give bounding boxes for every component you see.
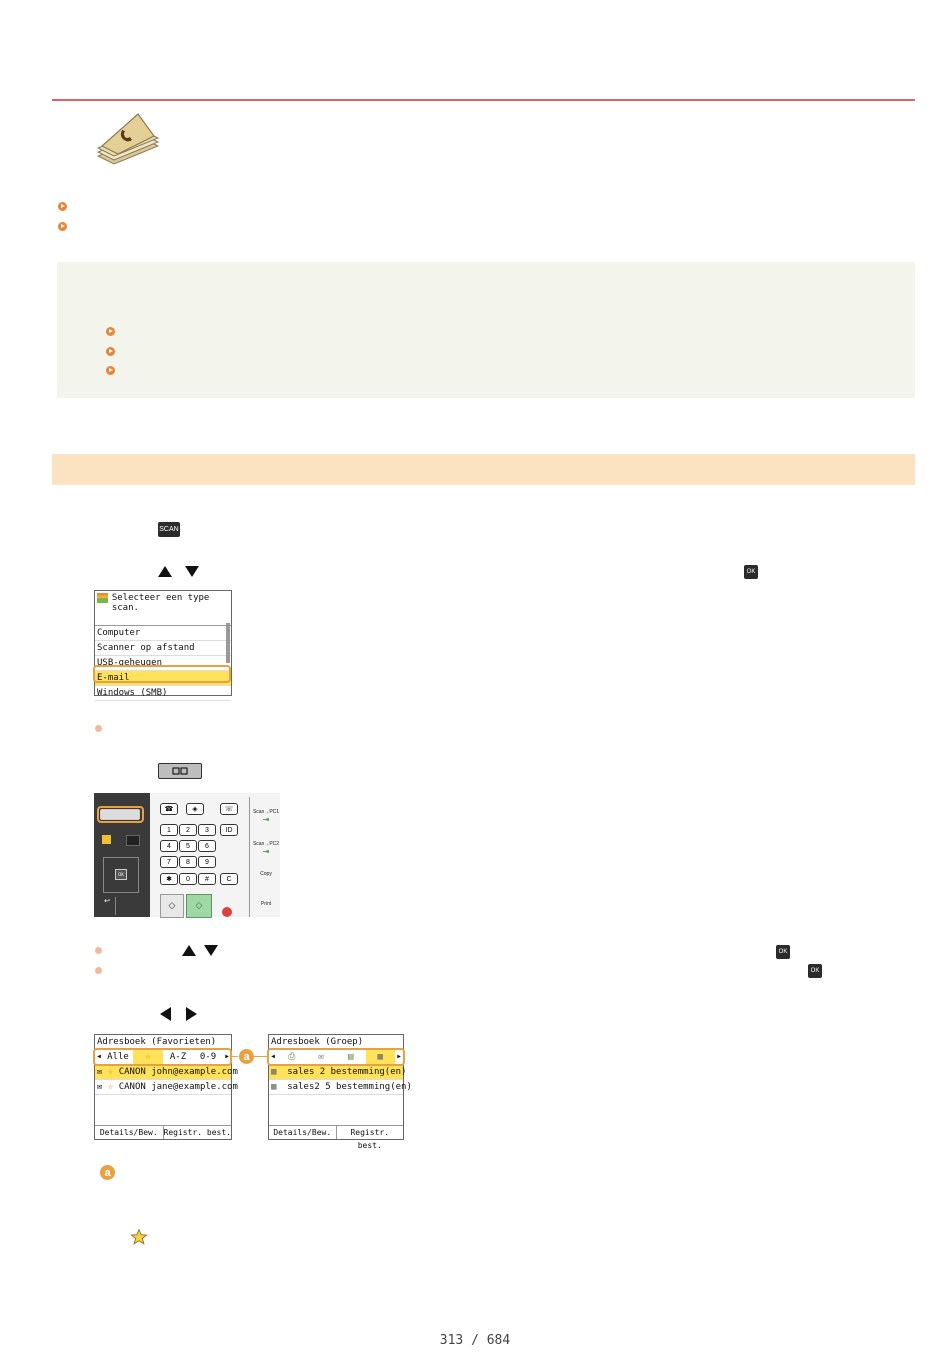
scan-pc2-label: Scan→PC2 bbox=[252, 841, 280, 847]
panel-start-bw-key[interactable]: ◇ bbox=[160, 894, 184, 918]
mail-icon: ✉ bbox=[97, 1082, 103, 1092]
panel-dpad[interactable] bbox=[103, 857, 139, 893]
address-book-key-icon bbox=[158, 763, 202, 779]
scan-key-icon: SCAN bbox=[158, 522, 180, 537]
panel-key-star[interactable]: ✱ bbox=[160, 873, 178, 885]
scan-type-item-usb[interactable]: USB-geheugen bbox=[95, 656, 231, 671]
panel-key-0[interactable]: 0 bbox=[179, 873, 197, 885]
arrow-up-icon bbox=[158, 566, 172, 577]
tab-prev-icon[interactable]: ◀ bbox=[271, 1053, 275, 1060]
scan-type-item-smb[interactable]: Windows (SMB) bbox=[95, 686, 231, 701]
panel-key-2[interactable]: 2 bbox=[179, 824, 197, 836]
address-book-icon bbox=[92, 112, 164, 170]
print-label: Print bbox=[260, 901, 272, 907]
copy-label: Copy bbox=[260, 871, 272, 877]
callout-line bbox=[230, 1056, 238, 1057]
scan-icon bbox=[97, 593, 108, 603]
tab-mail-icon[interactable]: ✉ bbox=[318, 1052, 324, 1062]
softkey-details[interactable]: Details/Bew. bbox=[95, 1126, 164, 1139]
group-title: Adresboek (Groep) bbox=[269, 1035, 403, 1050]
panel-key-3[interactable]: 3 bbox=[198, 824, 216, 836]
scan-type-item-remote[interactable]: Scanner op afstand bbox=[95, 641, 231, 656]
tab-folder-icon[interactable]: ▤ bbox=[348, 1052, 354, 1062]
panel-key-4[interactable]: 4 bbox=[160, 840, 178, 852]
scan-pc1-label: Scan→PC1 bbox=[252, 809, 280, 815]
panel-key-hash[interactable]: # bbox=[198, 873, 216, 885]
tab-group-icon[interactable]: ▦ bbox=[366, 1050, 396, 1064]
favorites-row[interactable] bbox=[95, 1065, 238, 1080]
tabs-highlight bbox=[93, 1048, 232, 1066]
star-icon: ☆ bbox=[107, 1082, 114, 1092]
hint-dot-3 bbox=[95, 967, 102, 974]
star-icon bbox=[130, 1228, 148, 1246]
tab-fax-icon[interactable]: ⎙ bbox=[288, 1052, 296, 1062]
note-link-bullet-2[interactable] bbox=[106, 347, 115, 356]
group-row[interactable] bbox=[269, 1065, 407, 1080]
panel-copy-key[interactable] bbox=[252, 871, 280, 877]
scan-type-header bbox=[95, 591, 231, 626]
note-link-bullet-3[interactable] bbox=[106, 366, 115, 375]
group-tabs-highlight bbox=[267, 1048, 405, 1066]
selection-highlight bbox=[93, 665, 231, 683]
group-icon: ▦ bbox=[271, 1082, 277, 1092]
mail-icon: ✉ bbox=[97, 1067, 103, 1077]
favorites-row-label: CANON john@example.com bbox=[118, 1067, 238, 1077]
scan-type-item-email[interactable]: E-mail bbox=[95, 671, 231, 686]
arrow-down-icon bbox=[204, 945, 218, 956]
ok-key-icon: OK bbox=[776, 945, 790, 959]
panel-key-clear[interactable]: C bbox=[220, 873, 238, 885]
softkey-register[interactable]: Registr. best. bbox=[350, 1128, 390, 1150]
tab-next-icon[interactable]: ▶ bbox=[225, 1053, 229, 1060]
arrow-right-icon bbox=[186, 1007, 197, 1021]
favorites-title: Adresboek (Favorieten) bbox=[95, 1035, 231, 1050]
panel-key-1[interactable]: 1 bbox=[160, 824, 178, 836]
arrow-left-icon bbox=[160, 1007, 171, 1021]
section-heading-bar bbox=[52, 454, 915, 485]
hint-dot-1 bbox=[95, 725, 102, 732]
arrow-up-icon bbox=[182, 945, 196, 956]
panel-key-status[interactable]: ◈ bbox=[186, 803, 204, 815]
ok-key-icon: OK bbox=[744, 565, 758, 579]
panel-key-id[interactable]: ID bbox=[220, 824, 238, 836]
panel-key-menu[interactable]: ☎ bbox=[160, 803, 178, 815]
favorites-softkeys bbox=[95, 1125, 231, 1139]
page-number: 313 / 684 bbox=[439, 1333, 511, 1348]
scrollbar[interactable] bbox=[226, 623, 230, 663]
panel-stop-key[interactable] bbox=[222, 907, 232, 917]
panel-key-7[interactable]: 7 bbox=[160, 856, 178, 868]
note-box bbox=[57, 262, 915, 398]
scan-type-item-computer[interactable]: Computer bbox=[95, 626, 231, 641]
panel-start-color-key[interactable]: ◇ bbox=[186, 894, 212, 918]
panel-key-9[interactable]: 9 bbox=[198, 856, 216, 868]
tab-prev-icon[interactable]: ◀ bbox=[97, 1053, 101, 1060]
panel-ok-key[interactable]: OK bbox=[115, 869, 127, 880]
tab-a-z[interactable]: A-Z bbox=[169, 1052, 187, 1062]
panel-favorite-key[interactable] bbox=[102, 835, 111, 844]
group-row-label: sales 2 bestemming(en) bbox=[287, 1067, 407, 1077]
panel-scan-pc2-key[interactable]: Scan→PC2 ⇥ bbox=[252, 841, 280, 856]
group-icon: ▦ bbox=[271, 1067, 277, 1077]
panel-key-hook[interactable]: ☏ bbox=[220, 803, 238, 815]
panel-scan-pc1-key[interactable]: Scan→PC1 ⇥ bbox=[252, 809, 280, 824]
tab-all[interactable]: Alle bbox=[107, 1052, 129, 1062]
panel-key-8[interactable]: 8 bbox=[179, 856, 197, 868]
group-softkeys bbox=[269, 1125, 403, 1150]
callout-marker-a: a bbox=[239, 1049, 254, 1064]
link-bullet-2[interactable] bbox=[58, 222, 67, 231]
header-rule bbox=[52, 99, 915, 101]
group-row[interactable] bbox=[269, 1080, 412, 1095]
ok-key-icon: OK bbox=[808, 964, 822, 978]
tab-next-icon[interactable]: ▶ bbox=[397, 1053, 401, 1060]
panel-key-6[interactable]: 6 bbox=[198, 840, 216, 852]
panel-back-key[interactable]: ↩ bbox=[99, 897, 116, 915]
tab-0-9[interactable]: 0-9 bbox=[199, 1052, 217, 1062]
callout-line bbox=[254, 1056, 268, 1057]
softkey-register[interactable]: Registr. best. bbox=[163, 1128, 231, 1137]
control-panel-image bbox=[94, 793, 280, 917]
group-row-label: sales2 5 bestemming(en) bbox=[287, 1082, 412, 1092]
legend-marker-a: a bbox=[100, 1165, 115, 1180]
panel-key-5[interactable]: 5 bbox=[179, 840, 197, 852]
panel-print-key[interactable] bbox=[252, 901, 280, 907]
star-icon: ☆ bbox=[107, 1067, 114, 1077]
softkey-details[interactable]: Details/Bew. bbox=[269, 1126, 337, 1139]
scan-type-title: Selecteer een type scan. bbox=[111, 593, 210, 613]
favorites-row-label: CANON jane@example.com bbox=[118, 1082, 238, 1092]
panel-key-dark[interactable] bbox=[126, 835, 140, 846]
panel-right-keys bbox=[249, 797, 281, 917]
arrow-down-icon bbox=[185, 566, 199, 577]
favorites-row[interactable] bbox=[95, 1080, 238, 1095]
panel-key-highlight bbox=[97, 806, 144, 823]
link-bullet-1[interactable] bbox=[58, 202, 67, 211]
tab-favorites[interactable]: ☆ bbox=[133, 1050, 163, 1064]
hint-dot-2 bbox=[95, 947, 102, 954]
note-link-bullet-1[interactable] bbox=[106, 327, 115, 336]
